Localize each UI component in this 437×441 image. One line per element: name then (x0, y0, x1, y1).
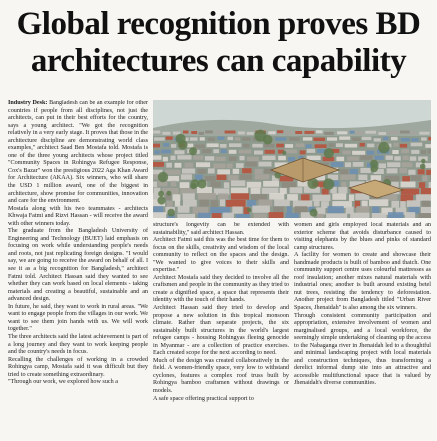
rooftop (360, 168, 370, 173)
rooftop (352, 151, 365, 155)
rooftop (350, 213, 369, 218)
rooftop (304, 131, 314, 134)
rooftop (217, 169, 230, 174)
rooftop (153, 181, 157, 187)
rooftop (315, 144, 327, 148)
rooftop (208, 138, 215, 141)
rooftop (166, 136, 173, 139)
rooftop (399, 168, 407, 173)
rooftop (178, 206, 190, 213)
rooftop (288, 157, 295, 161)
rooftop (367, 151, 375, 155)
rooftop (400, 201, 406, 208)
rooftop (316, 207, 325, 214)
tree (282, 151, 286, 155)
rooftop (387, 168, 398, 173)
rooftop (421, 150, 426, 154)
rooftop (347, 156, 359, 160)
rooftop (223, 213, 234, 218)
rooftop (228, 175, 239, 180)
rooftop (211, 182, 221, 188)
rooftop (350, 169, 358, 174)
rooftop (293, 200, 312, 207)
rooftop (236, 214, 250, 218)
article-column-1 (8, 100, 148, 438)
rooftop (180, 182, 190, 188)
rooftop (411, 150, 419, 154)
rooftop (183, 200, 197, 207)
rooftop (207, 143, 219, 147)
rooftop (336, 157, 344, 161)
paragraph: structure's longevity can be extended with sustainability," said architect Hassan. (153, 222, 289, 236)
aerial-camp-photo-icon (153, 100, 431, 218)
rooftop (153, 162, 164, 167)
rooftop (423, 176, 428, 181)
rooftop (161, 150, 171, 154)
article-column-3 (294, 222, 431, 438)
paragraph-text: Bangladesh can be an example for other countries if people from all disciplines, not just the architects, can put in their best efforts for the country, says a young architect. "We got the recognition relatively in a very early stage. It proves that those in the architecture discipline are demonstrating world class examples," architect Saad Ben Mostafa told. Mostafa is one of the three young architects whose project titled "Community Spaces in Rohingya Refugee Response, Cox's Bazar" won the prestigious 2022 Aga Khan Award for Architecture (AKAA). Six winners, who will share the USD 1 million award, one of the biggest in architecture, show promise for communities, innovation and care for the environment. (8, 100, 148, 205)
rooftop (268, 131, 275, 134)
tree (190, 183, 196, 189)
rooftop (153, 155, 161, 159)
rooftop (287, 206, 292, 213)
tree (167, 209, 175, 217)
paragraph: Much of the design was created collaboratively in the field. A women-friendly space, very low to withstand cyclones, features a complex roof truss built by Rohingya bamboo craftsmen without drawings or models. (153, 357, 289, 395)
rooftop (340, 169, 348, 174)
rooftop (428, 137, 431, 140)
headline-line-2: architectures can capability (30, 43, 407, 79)
rooftop (426, 170, 431, 175)
tree (421, 159, 425, 163)
rooftop (401, 149, 409, 153)
rooftop (295, 143, 304, 147)
rooftop (306, 144, 312, 148)
rooftop (403, 156, 409, 160)
rooftop (401, 182, 416, 188)
rooftop (430, 175, 431, 180)
rooftop (276, 144, 284, 148)
rooftop (274, 199, 290, 206)
rooftop (356, 132, 363, 135)
rooftop (229, 157, 237, 161)
rooftop (175, 163, 182, 168)
rooftop (342, 150, 351, 154)
rooftop (183, 193, 195, 200)
rooftop (428, 149, 431, 153)
rooftop (154, 137, 165, 140)
rooftop (264, 144, 274, 148)
rooftop (277, 130, 283, 133)
rooftop (422, 201, 430, 208)
paragraph: A safe space offering practical support to (153, 395, 254, 402)
rooftop (220, 144, 227, 148)
rooftop (226, 200, 246, 207)
rooftop (375, 156, 384, 160)
rooftop (285, 131, 293, 134)
rooftop (365, 131, 376, 134)
rooftop (374, 138, 381, 141)
rooftop (421, 188, 431, 194)
rooftop (411, 138, 418, 141)
rooftop (307, 156, 321, 160)
rooftop (367, 144, 374, 148)
rooftop (171, 156, 176, 160)
rooftop (153, 212, 166, 218)
rooftop (213, 149, 219, 153)
paragraph: Mostafa along with his two teammates - architects Khwaja Fatmi and Rizvi Hassan - will receive the award with other winners today. (8, 205, 148, 227)
rooftop (153, 131, 160, 134)
tree (420, 164, 426, 170)
rooftop (198, 193, 216, 200)
rooftop (290, 187, 303, 193)
rooftop (350, 131, 355, 134)
rooftop (247, 132, 254, 135)
rooftop (421, 137, 427, 140)
rooftop (362, 137, 372, 140)
rooftop (360, 143, 365, 147)
rooftop (336, 143, 343, 147)
rooftop (166, 163, 172, 168)
rooftop (402, 162, 413, 167)
tree (176, 134, 186, 144)
rooftop (193, 155, 203, 159)
rooftop (231, 188, 248, 194)
rooftop (419, 132, 429, 135)
rooftop (212, 213, 222, 218)
rooftop (252, 206, 270, 213)
rooftop (401, 138, 410, 141)
rooftop (379, 163, 386, 168)
rooftop (316, 130, 322, 133)
rooftop (200, 137, 205, 140)
rooftop (262, 156, 275, 160)
rooftop (328, 206, 344, 213)
rooftop (215, 131, 223, 134)
paragraph: Through consistent community participation and appropriation, extensive involvement of women and marginalised groups, and a local workforce, the seemingly simple undertaking of cleaning up the access to the Nabaganga river in Jhenaidah led to a thoughtful and minimal landscaping project with local materials and construction techniques, thus transforming a derelict informal dump site into an attractive and accessible multifunctional space that is valued by Jhenaidah's diverse communities. (294, 312, 431, 387)
rooftop (211, 200, 218, 207)
tree (189, 147, 197, 155)
rooftop (205, 156, 214, 160)
rooftop (388, 212, 404, 218)
rooftop (181, 174, 192, 179)
rooftop (233, 169, 239, 174)
rooftop (242, 137, 251, 140)
rooftop (196, 162, 210, 167)
rooftop (387, 162, 400, 167)
tree (158, 191, 164, 197)
rooftop (303, 137, 312, 140)
rooftop (195, 175, 203, 180)
rooftop (269, 193, 284, 200)
rooftop (411, 131, 417, 134)
rooftop (205, 130, 213, 133)
rooftop (369, 199, 388, 206)
rooftop (400, 144, 407, 148)
rooftop (215, 157, 225, 161)
rooftop (224, 182, 229, 188)
tree (158, 172, 168, 182)
rooftop (220, 199, 225, 206)
tree (247, 208, 252, 213)
rooftop (262, 188, 279, 194)
rooftop (275, 137, 286, 140)
rooftop (173, 194, 181, 201)
rooftop (236, 163, 244, 168)
rooftop (392, 150, 398, 154)
rooftop (429, 182, 431, 188)
rooftop (345, 162, 351, 167)
rooftop (285, 144, 293, 148)
rooftop (167, 201, 173, 208)
paragraph: The three architects said the latest achievement is part of a long journey and they want to work keeping people and the country's needs in focus. (8, 333, 148, 356)
rooftop (379, 132, 387, 135)
rooftop (307, 149, 315, 153)
rooftop (198, 213, 211, 218)
rooftop (195, 145, 205, 149)
rooftop (407, 200, 421, 207)
tree (310, 209, 318, 217)
rooftop (349, 195, 354, 202)
aerial-camp-photo (153, 100, 431, 218)
rooftop (285, 149, 297, 153)
rooftop (371, 175, 382, 180)
paragraph: The graduate from the Bangladesh University of Engineering and Technology (BUET) laid emphasis on focusing on work while understanding people's needs and roots, not just replicating foreign designs. "I would say, we are going to receive the award on behalf of all. I see it as a big recognition for Bangladesh," architect Fatmi told. Architect Hassan said they wanted to see whether they can work based on local elements - taking materials and creating a beautiful, sustainable and an advanced design. (8, 228, 148, 303)
rooftop (314, 200, 320, 207)
rooftop (278, 156, 286, 160)
rooftop (263, 181, 279, 187)
rooftop (358, 175, 367, 180)
rooftop (356, 206, 369, 213)
rooftop (327, 137, 337, 140)
tree (324, 148, 334, 158)
rooftop (251, 188, 261, 194)
rooftop (213, 164, 225, 169)
rooftop (259, 162, 272, 167)
rooftop (231, 180, 245, 186)
rooftop (225, 131, 236, 134)
rooftop (331, 162, 344, 167)
rooftop (324, 132, 334, 135)
rooftop (191, 131, 197, 134)
rooftop (419, 213, 432, 218)
rooftop (185, 163, 194, 168)
rooftop (202, 149, 211, 153)
rooftop (245, 162, 257, 167)
rooftop (313, 138, 325, 141)
rooftop (247, 182, 262, 188)
rooftop (227, 164, 233, 169)
rooftop (240, 156, 245, 160)
tree (263, 135, 273, 145)
rooftop (153, 144, 160, 148)
rooftop (254, 213, 267, 218)
rooftop (171, 144, 176, 148)
rooftop (386, 156, 393, 160)
rooftop (295, 131, 302, 134)
tree (370, 160, 378, 168)
headline-line-1: Global recognition proves BD (16, 6, 421, 42)
rooftop (341, 182, 346, 188)
rooftop (171, 181, 177, 187)
rooftop (410, 156, 417, 160)
paragraph: Architect Mostafa said they decided to involve all the craftsmen and people in the community as they tried to create a dignified space, a space that represents their identity with the touch of their hands. (153, 274, 289, 304)
rooftop (411, 143, 423, 147)
rooftop (317, 214, 324, 218)
rooftop (175, 150, 185, 154)
tree (157, 196, 165, 204)
rooftop (265, 150, 275, 154)
rooftop (405, 212, 415, 218)
rooftop (197, 187, 212, 193)
rooftop (394, 156, 401, 160)
rooftop (425, 163, 432, 168)
rooftop (255, 169, 263, 174)
rooftop (243, 144, 249, 148)
rooftop (289, 137, 299, 140)
rooftop (353, 162, 364, 167)
rooftop (345, 144, 357, 148)
tree (166, 191, 171, 196)
rooftop (163, 157, 168, 161)
rooftop (165, 170, 180, 175)
rooftop (402, 176, 410, 181)
rooftop (242, 168, 252, 173)
rooftop (340, 174, 355, 179)
rooftop (231, 193, 249, 200)
rooftop (326, 213, 347, 218)
rooftop (235, 137, 240, 140)
paragraph: Recalling the challenges of working in a crowded Rohingya camp, Mostafa said it was difficult but they tried to create something extraordinary. (8, 356, 148, 378)
rooftop (383, 137, 388, 140)
rooftop (238, 132, 245, 135)
rooftop (418, 169, 425, 174)
rooftop (247, 157, 259, 161)
rooftop (155, 150, 160, 154)
paragraph: In future, he said, they want to work in rural areas. "We want to engage people from the villages in our work. We want to see them join hands with us. We will work together." (8, 303, 148, 333)
rooftop (208, 168, 215, 173)
rooftop (339, 136, 350, 139)
article-column-2 (153, 222, 289, 438)
paragraph: Architect Fatmi said this was the best time for them to focus on the skills, creativity and wisdom of the local community to reflect on the spaces and the design. "We wanted to give voices to their skills and expertise." (153, 237, 289, 274)
tree (378, 142, 389, 153)
rooftop (416, 194, 431, 201)
rooftop (255, 174, 270, 179)
rooftop (400, 131, 410, 134)
rooftop (258, 200, 272, 207)
rooftop (411, 175, 421, 180)
rooftop (408, 170, 415, 175)
rooftop (338, 187, 347, 193)
rooftop (391, 137, 398, 140)
tree (323, 178, 334, 189)
rooftop (229, 150, 237, 154)
rooftop (286, 213, 300, 218)
headline (6, 6, 431, 80)
rooftop (163, 143, 169, 147)
rooftop (228, 137, 234, 140)
rooftop (229, 143, 241, 147)
rooftop (198, 169, 207, 174)
rooftop (419, 182, 425, 188)
dateline: Industry Desk: (8, 100, 48, 106)
rooftop (252, 144, 262, 148)
paragraph (8, 100, 148, 206)
rooftop (360, 155, 372, 159)
rooftop (301, 194, 310, 201)
rooftop (269, 212, 284, 218)
rooftop (388, 131, 398, 134)
rooftop (221, 149, 227, 153)
paragraph: "Through our work, we explored how such a (8, 379, 118, 386)
rooftop (394, 143, 399, 147)
rooftop (300, 150, 306, 154)
paragraph: women and girls employed local materials and an exterior scheme that avoids disturbance caused to visiting elephants by the blues and pinks of standard camp structures. (294, 222, 431, 251)
rooftop (199, 132, 204, 135)
rooftop (401, 189, 419, 195)
rooftop (162, 132, 170, 135)
rooftop (239, 150, 252, 154)
rooftop (352, 138, 360, 141)
rooftop (240, 174, 253, 179)
rooftop (177, 214, 195, 218)
rooftop (372, 213, 387, 218)
rooftop (332, 193, 346, 200)
rooftop (183, 131, 189, 134)
rooftop (177, 155, 191, 159)
rooftop (425, 144, 431, 148)
rooftop (254, 151, 263, 155)
paragraph: A facility for women to create and showcase their handmade products is built of bamboo and thatch. One community support centre uses colourful mattresses as roof insulation; another mixes natural materials with industrial ones; another is built around existing betel nut trees, resisting the tendency to deforestation. Another project from Bangladesh titled "Urban River Spaces, Jhenaidah" is also among the six winners. (294, 252, 431, 312)
rooftop (217, 175, 227, 180)
rooftop (329, 143, 335, 147)
rooftop (218, 137, 225, 140)
rooftop (391, 201, 399, 208)
rooftop (182, 169, 195, 174)
rooftop (218, 193, 228, 200)
rooftop (205, 176, 216, 181)
rooftop (337, 131, 347, 134)
rooftop (199, 200, 209, 207)
rooftop (372, 207, 379, 214)
tree (197, 179, 206, 188)
paragraph: Architect Hassan said they tried to develop and propose a new solution in this tropical monsoon climate. Rather than separate projects, the six sustainably built structures in the world's largest refugee camps - housing Rohingyas fleeing genocide in Myanmar - are a collection of practice exercises. Each created scope for the next according to need. (153, 305, 289, 357)
rooftop (190, 137, 198, 140)
